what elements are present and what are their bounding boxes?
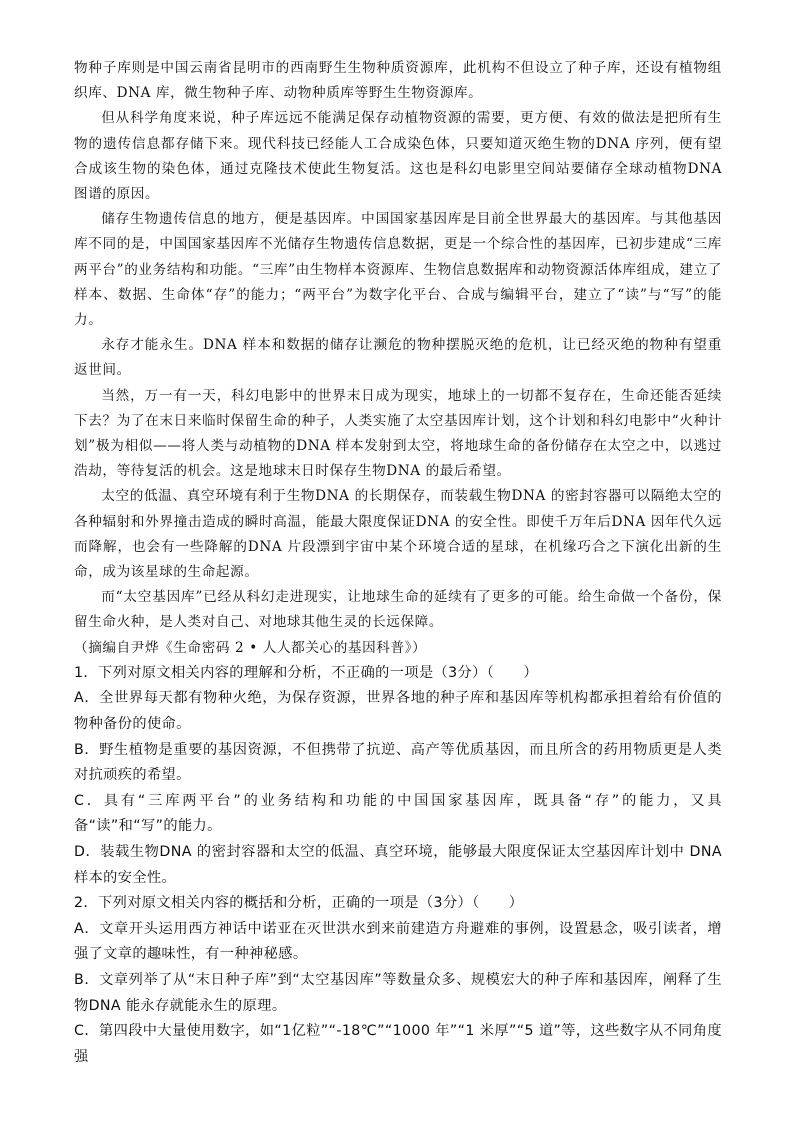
- question-2-stem: 2．下列对原文相关内容的概括和分析，正确的一项是（3分）（ ）: [74, 895, 524, 912]
- passage-paragraph-6: 太空的低温、真空环境有利于生物DNA 的长期保存，而装载生物DNA 的密封容器可以隔绝太空的各种辐射和外界撞击造成的瞬时高温，能最大限度保证DNA 的安全性。即使千万年后DNA 因年代久远而降解，也会有一些降解的DNA 片段漂到宇宙中某个环境合适的星球，在机缘巧合之下演化出新的生命，成为该星球的生命起源。: [74, 488, 722, 581]
- passage-paragraph-5: 当然，万一有一天，科幻电影中的世界末日成为现实，地球上的一切都不复存在，生命还能否延续下去？为了在末日来临时保留生命的种子，人类实施了太空基因库计划，这个计划和科幻电影中“火种计划”极为相似——将人类与动植物的DNA 样本发射到太空，将地球生命的备份储存在太空之中，以逃过浩劫，等待复活的机会。这是地球末日时保存生物DNA 的最后希望。: [74, 387, 722, 480]
- passage-source: （摘编自尹烨《生命密码 2 • 人人都关心的基因科普》）: [74, 639, 427, 656]
- question-2-option-b: B．文章列举了从“末日种子库”到“太空基因库”等数量众多、规模宏大的种子库和基因库，阐释了生物DNA 能永存就能永生的原理。: [74, 972, 722, 1014]
- passage-paragraph-2: 但从科学角度来说，种子库远远不能满足保存动植物资源的需要，更方便、有效的做法是把所有生物的遗传信息都存储下来。现代科技已经能人工合成染色体，只要知道灭绝生物的DNA 序列，便有望合成该生物的染色体，通过克隆技术使此生物复活。这也是科幻电影里空间站要储存全球动植物DNA 图谱的原因。: [74, 110, 722, 203]
- question-1-option-a: A．全世界每天都有物种火绝，为保存资源，世界各地的种子库和基因库等机构都承担着给有价值的物种备份的使命。: [74, 690, 722, 733]
- reading-passage: [74, 56, 722, 661]
- question-2-option-a: A．文章开头运用西方神话中诺亚在灭世洪水到来前建造方舟避难的事例，设置悬念，吸引读者，增强了文章的趣味性，有一种神秘感。: [74, 920, 722, 963]
- question-1: [74, 661, 722, 891]
- passage-paragraph-1: 物种子库则是中国云南省昆明市的西南野生生物种质资源库，此机构不但设立了种子库，还设有植物组织库、DNA 库，微生物种子库、动物种质库等野生生物资源库。: [74, 60, 722, 102]
- question-1-option-c: C．具有“三库两平台”的业务结构和功能的中国国家基因库，既具备“存”的能力，又具备“读”和“写”的能力。: [74, 792, 722, 835]
- questions-section: [74, 661, 722, 1071]
- question-1-stem: 1．下列对原文相关内容的理解和分析，不正确的一项是（3分）（ ）: [74, 664, 538, 681]
- question-1-option-d: D．装载生物DNA 的密封容器和太空的低温、真空环境，能够最大限度保证太空基因库计划中 DNA 样本的安全性。: [74, 844, 722, 886]
- question-1-option-b: B．野生植物是重要的基因资源，不但携带了抗逆、高产等优质基因，而且所含的药用物质更是人类对抗顽疾的希望。: [74, 741, 722, 784]
- passage-paragraph-4: 永存才能永生。DNA 样本和数据的储存让濒危的物种摆脱灭绝的危机，让已经灭绝的物种有望重返世间。: [74, 337, 722, 379]
- question-2-option-c: C．第四段中大量使用数字，如“1亿粒”“-18℃”“1000 年”“1 米厚”“5 道”等，这些数字从不同角度强: [74, 1023, 722, 1065]
- question-2: [74, 891, 722, 1070]
- passage-paragraph-3: 储存生物遗传信息的地方，便是基因库。中国国家基因库是目前全世界最大的基因库。与其他基因库不同的是，中国国家基因库不光储存生物遗传信息数据，更是一个综合性的基因库，已初步建成“三库两平台”的业务结构和功能。“三库”由生物样本资源库、生物信息数据库和动物资源活体库组成，建立了样本、数据、生命体“存”的能力；“两平台”为数字化平台、合成与编辑平台，建立了“读”与“写”的能力。: [74, 211, 722, 329]
- passage-paragraph-7: 而“太空基因库”已经从科幻走进现实，让地球生命的延续有了更多的可能。给生命做一个备份，保留生命火种，是人类对自己、对地球其他生灵的长远保障。: [74, 589, 722, 631]
